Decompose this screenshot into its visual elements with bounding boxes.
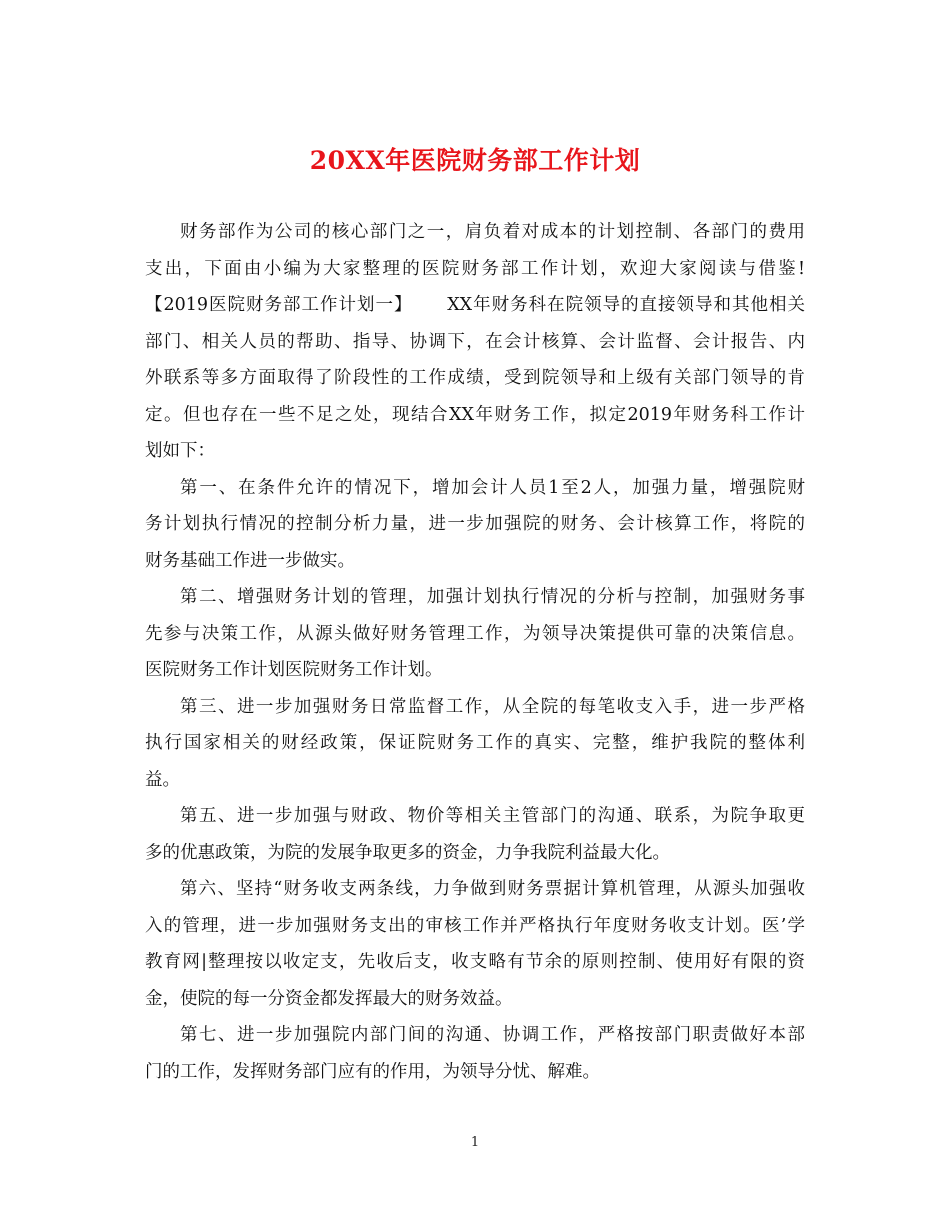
body-text-line: 第一、在条件允许的情况下，增加会计人员1至2人，加强力量，增强院财 bbox=[180, 477, 805, 498]
body-text-line: 医院财务工作计划医院财务工作计划。 bbox=[145, 660, 443, 680]
body-text-line: 第七、进一步加强院内部门间的沟通、协调工作，严格按部门职责做好本部 bbox=[180, 1025, 805, 1045]
document-body bbox=[145, 214, 805, 1090]
body-text-line: 外联系等多方面取得了阶段性的工作成绩，受到院领导和上级有关部门领导的肯 bbox=[145, 368, 805, 388]
body-text-line: 门的工作，发挥财务部门应有的作用，为领导分忧、解难。 bbox=[145, 1061, 600, 1082]
body-text-line: 金，使院的每一分资金都发挥最大的财务效益。 bbox=[145, 988, 513, 1009]
body-text-line: 先参与决策工作，从源头做好财务管理工作，为领导决策提供可靠的决策信息。 bbox=[145, 623, 805, 644]
body-text-line: 支出，下面由小编为大家整理的医院财务部工作计划，欢迎大家阅读与借鉴! bbox=[145, 258, 805, 279]
body-text-line: 财务基础工作进一步做实。 bbox=[145, 550, 355, 571]
body-text-line: 务计划执行情况的控制分析力量，进一步加强院的财务、会计核算工作，将院的 bbox=[145, 514, 805, 534]
body-text-line: 教育网|整理按以收定支，先收后支，收支略有节余的原则控制、使用好有限的资 bbox=[145, 952, 805, 972]
document-title: 20XX年医院财务部工作计划 bbox=[309, 146, 641, 175]
body-text-line: 执行国家相关的财经政策，保证院财务工作的真实、完整，维护我院的整体利 bbox=[145, 733, 805, 753]
body-text-line: 第二、增强财务计划的管理，加强计划执行情况的分析与控制，加强财务事 bbox=[180, 587, 805, 607]
body-text-line: 入的管理，进一步加强财务支出的审核工作并严格执行年度财务收支计划。医’学 bbox=[145, 915, 805, 936]
page-number: 1 bbox=[470, 1135, 480, 1150]
body-text-line: 定。但也存在一些不足之处，现结合XX年财务工作，拟定2019年财务科工作计 bbox=[145, 404, 805, 425]
body-text-line: 部门、相关人员的帮助、指导、协调下，在会计核算、会计监督、会计报告、内 bbox=[145, 331, 805, 352]
body-text-line: 第五、进一步加强与财政、物价等相关主管部门的沟通、联系，为院争取更 bbox=[180, 806, 805, 826]
body-text-line: 划如下： bbox=[145, 441, 215, 461]
body-text-line: 第六、坚持“财务收支两条线，力争做到财务票据计算机管理，从源头加强收 bbox=[180, 879, 805, 899]
body-text-line: 财务部作为公司的核心部门之一，肩负着对成本的计划控制、各部门的费用 bbox=[180, 222, 805, 242]
body-text-line: 【2019医院财务部工作计划一】 XX年财务科在院领导的直接领导和其他相关 bbox=[145, 295, 805, 315]
body-text-line: 益。 bbox=[145, 769, 180, 790]
body-text-line: 多的优惠政策，为院的发展争取更多的资金，力争我院利益最大化。 bbox=[145, 842, 670, 863]
body-text-line: 第三、进一步加强财务日常监督工作，从全院的每笔收支入手，进一步严格 bbox=[180, 696, 805, 717]
